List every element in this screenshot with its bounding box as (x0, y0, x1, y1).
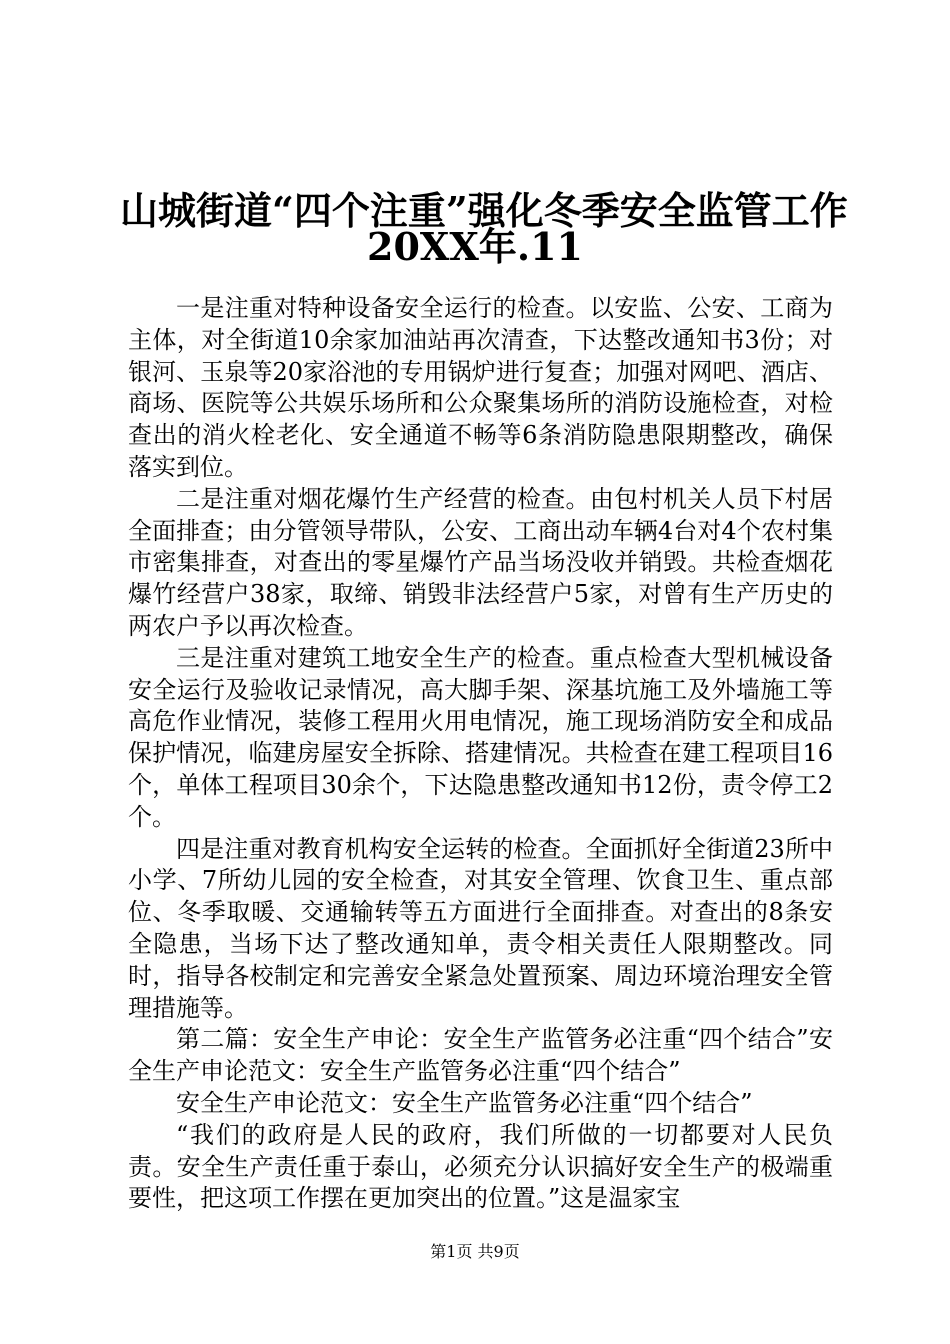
document-date: 20XX年.11 (367, 224, 583, 269)
paragraph-special-equipment: 一是注重对特种设备安全运行的检查。以安监、公安、工商为主体，对全街道10余家加油站再次清查，下达整改通知书3份；对银河、玉泉等20家浴池的专用锅炉进行复查；加强对网吧、酒店、商场、医院等公共娱乐场所和公众聚集场所的消防设施检查，对检查出的消火栓老化、安全通道不畅等6条消防隐患限期整改，确保落实到位。 (128, 294, 833, 481)
paragraph-quote: “我们的政府是人民的政府，我们所做的一切都要对人民负责。安全生产责任重于泰山，必须充分认识搞好安全生产的极端重要性，把这项工作摆在更加突出的位置。”这是温家宝 (128, 1120, 833, 1213)
document-title: 山城街道“四个注重”强化冬季安全监管工作 (120, 188, 848, 233)
paragraph-education: 四是注重对教育机构安全运转的检查。全面抓好全街道23所中小学、7所幼儿园的安全检查，对其安全管理、饮食卫生、重点部位、冬季取暖、交通输转等五方面进行全面排查。对查出的8条安全隐患，当场下达了整改通知单，责令相关责任人限期整改。同时，指导各校制定和完善安全紧急处置预案、周边环境治理安全管理措施等。 (128, 834, 833, 1022)
paragraph-second-article-subtitle: 安全生产申论范文：安全生产监管务必注重“四个结合” (176, 1088, 753, 1117)
document-body (128, 293, 833, 1215)
paragraph-second-article-heading: 第二篇：安全生产申论：安全生产监管务必注重“四个结合”安全生产申论范文：安全生产监管务必注重“四个结合” (128, 1025, 833, 1086)
paragraph-construction: 三是注重对建筑工地安全生产的检查。重点检查大型机械设备安全运行及验收记录情况，高大脚手架、深基坑施工及外墙施工等高危作业情况，装修工程用火用电情况，施工现场消防安全和成品保护情况，临建房屋安全拆除、搭建情况。共检查在建工程项目16个，单体工程项目30余个，下达隐患整改通知书12份，责令停工2个。 (128, 643, 833, 831)
paragraph-fireworks: 二是注重对烟花爆竹生产经营的检查。由包村机关人员下村居全面排查；由分管领导带队，公安、工商出动车辆4台对4个农村集市密集排查，对查出的零星爆竹产品当场没收并销毁。共检查烟花爆竹经营户38家，取缔、销毁非法经营户5家，对曾有生产历史的两农户予以再次检查。 (128, 484, 833, 640)
page-footer: 第1页 共9页 (430, 1242, 520, 1261)
